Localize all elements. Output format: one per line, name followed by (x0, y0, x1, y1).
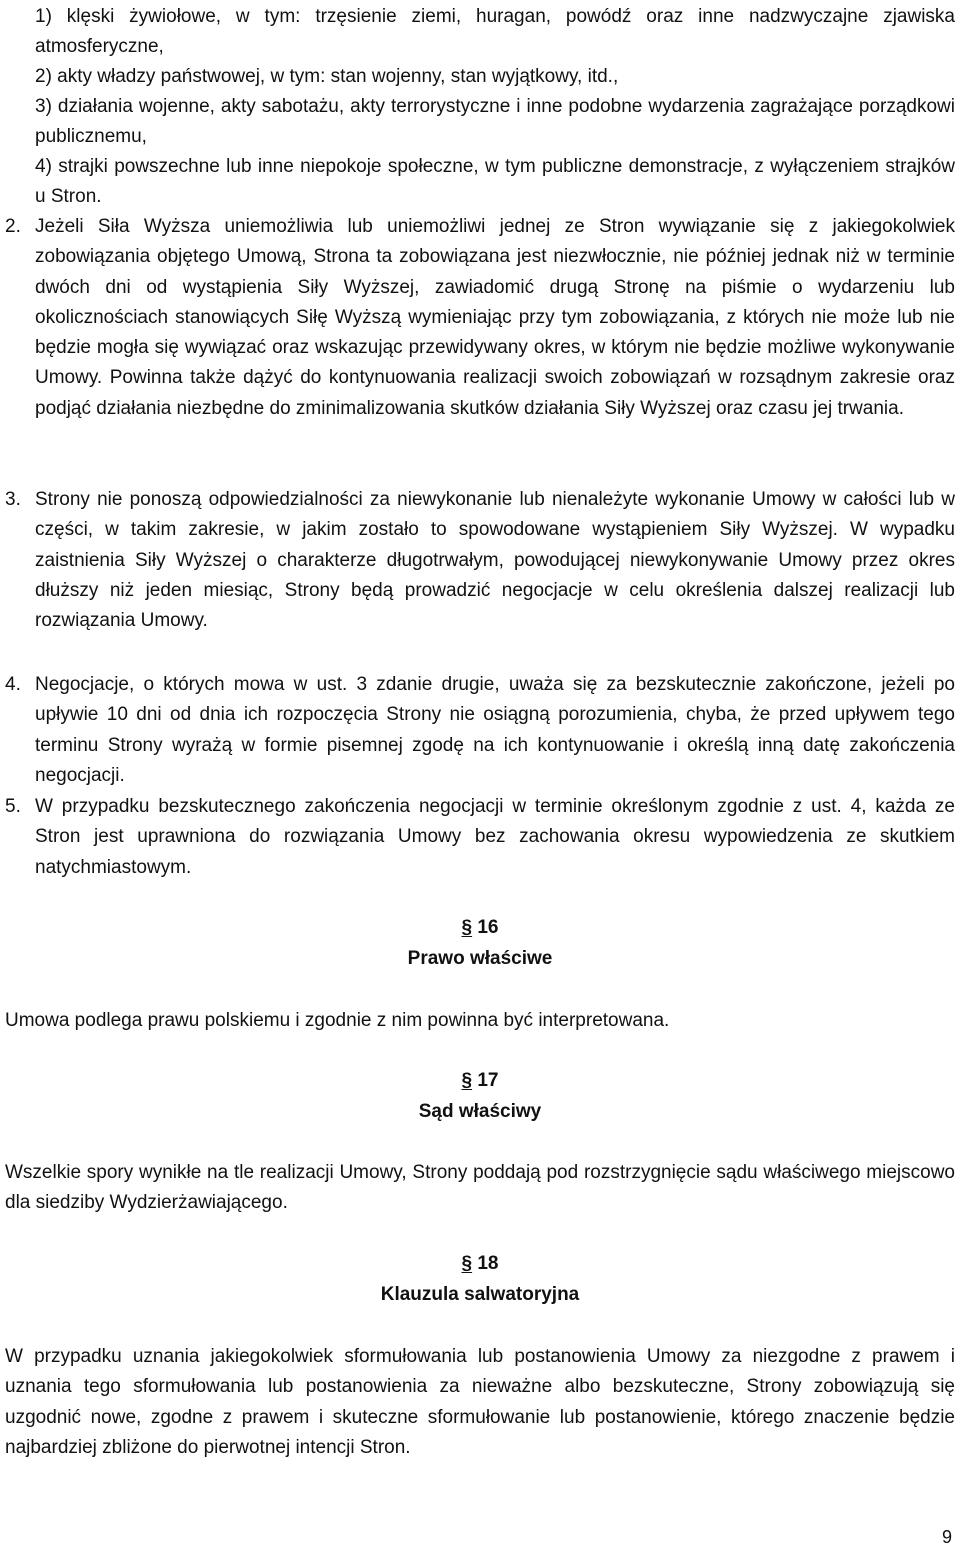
force-majeure-item-4 (35, 152, 955, 213)
section-sign: § (461, 1070, 473, 1091)
force-majeure-item-2 (35, 62, 955, 92)
section-17-number (0, 1066, 960, 1096)
section-18-text: W przypadku uznania jakiegokolwiek sformułowania lub postanowienia Umowy za niezgodne z prawem i uznania tego sformułowania lub postanowienia za nieważne albo bezskuteczne, Strony zobowiązują się uzgodnić nowe, zgodne z prawem i skuteczne sformułowanie lub postanowienie, którego znaczenie będzie najbardziej zbliżone do pierwotnej intencji Stron. (5, 1346, 955, 1458)
section-16-number (0, 913, 960, 943)
section-16-title: Prawo właściwe (407, 948, 553, 969)
list-item-text: 4) strajki powszechne lub inne niepokoje społeczne, w tym publiczne demonstracje, z wyłączeniem strajków u Stron. (35, 156, 955, 208)
section-sign: § (461, 917, 473, 938)
section-number: 16 (477, 917, 499, 938)
paragraph-5 (5, 792, 955, 883)
paragraph-text: Negocjacje, o których mowa w ust. 3 zdanie drugie, uważa się za bezskutecznie zakończone, jeżeli po upływie 10 dni od dnia ich rozpoczęcia Strony nie osiągną porozumienia, chyba, że przed upływem tego terminu Strony wyrażą w formie pisemnej zgodę na ich kontynuowanie i określą inną datę zakończenia negocjacji. (35, 674, 955, 786)
paragraph-4 (5, 670, 955, 791)
paragraph-text: Strony nie ponoszą odpowiedzialności za niewykonanie lub nienależyte wykonanie Umowy w całości lub w części, w takim zakresie, w jakim zostało to spowodowane wystąpieniem Siły Wyższej. W wypadku zaistnienia Siły Wyższej o charakterze długotrwałym, powodującej niewykonywanie Umowy przez okres dłuższy niż jeden miesiąc, Strony będą prowadzić negocjacje w celu określenia dalszej realizacji lub rozwiązania Umowy. (35, 489, 955, 632)
section-17-title: Sąd właściwy (418, 1101, 542, 1122)
paragraph-number: 4. (5, 674, 21, 695)
page-number: 9 (941, 1527, 952, 1547)
paragraph-3 (5, 485, 955, 636)
list-item-text: 2) akty władzy państwowej, w tym: stan wojenny, stan wyjątkowy, itd., (35, 66, 619, 87)
paragraph-text: W przypadku bezskutecznego zakończenia negocjacji w terminie określonym zgodnie z ust. 4, każda ze Stron jest uprawniona do rozwiązania Umowy bez zachowania okresu wypowiedzenia ze skutkiem natychmiastowym. (35, 796, 955, 878)
list-item-text: 3) działania wojenne, akty sabotażu, akty terrorystyczne i inne podobne wydarzenia zagrażające porządkowi publicznemu, (35, 96, 955, 148)
section-number: 18 (477, 1253, 499, 1274)
section-18-title: Klauzula salwatoryjna (380, 1284, 580, 1305)
paragraph-2 (5, 212, 955, 424)
section-17-text: Wszelkie spory wynikłe na tle realizacji Umowy, Strony poddają pod rozstrzygnięcie sądu właściwego miejscowo dla siedziby Wydzierżawiającego. (5, 1162, 955, 1214)
force-majeure-item-3 (35, 92, 955, 153)
section-number: 17 (477, 1070, 499, 1091)
paragraph-number: 3. (5, 489, 21, 510)
section-sign: § (461, 1253, 473, 1274)
section-16-text: Umowa podlega prawu polskiemu i zgodnie z nim powinna być interpretowana. (5, 1010, 670, 1031)
paragraph-number: 2. (5, 216, 21, 237)
list-item-text: 1) klęski żywiołowe, w tym: trzęsienie ziemi, huragan, powódź oraz inne nadzwyczajne zjawiska atmosferyczne, (35, 6, 955, 58)
force-majeure-item-1 (35, 2, 955, 63)
paragraph-text: Jeżeli Siła Wyższa uniemożliwia lub uniemożliwi jednej ze Stron wywiązanie się z jakiegokolwiek zobowiązania objętego Umową, Strona ta zobowiązana jest niezwłocznie, nie później jednak niż w terminie dwóch dni od wystąpienia Siły Wyższej, zawiadomić drugą Stronę na piśmie o wydarzeniu lub okolicznościach stanowiących Siłę Wyższą wymieniając przy tym zobowiązania, z których nie może lub nie będzie mogła się wywiązać oraz wskazując przewidywany okres, w którym nie będzie możliwe wykonywanie Umowy. Powinna także dążyć do kontynuowania realizacji swoich zobowiązań w rozsądnym zakresie oraz podjąć działania niezbędne do zminimalizowania skutków działania Siły Wyższej oraz czasu jej trwania. (35, 216, 955, 419)
section-18-number (0, 1249, 960, 1279)
paragraph-number: 5. (5, 796, 21, 817)
